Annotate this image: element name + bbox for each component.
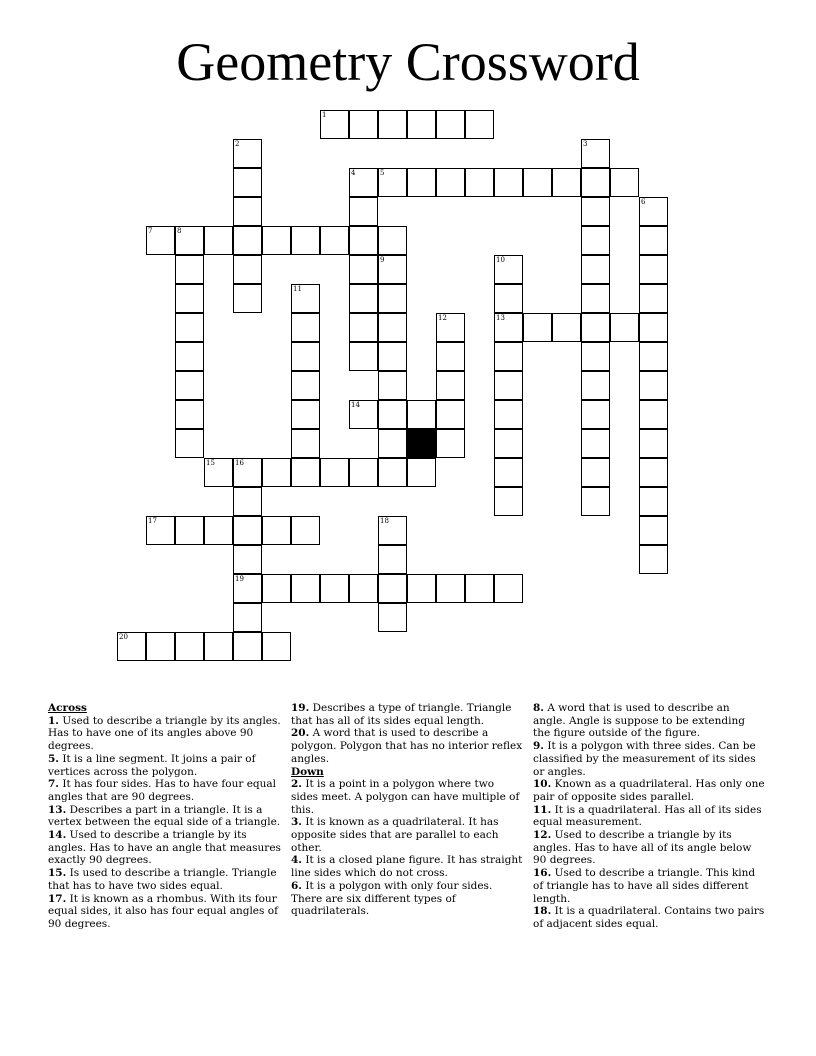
clue-number: 3	[583, 140, 588, 148]
clue-number: 4	[351, 169, 356, 177]
crossword-cell[interactable]	[146, 632, 175, 661]
clue-item	[48, 804, 282, 829]
clues-column-2	[291, 702, 523, 918]
crossword-cell[interactable]	[146, 516, 175, 545]
clues-column-1	[48, 702, 282, 931]
clues-heading: Across	[48, 702, 87, 714]
crossword-cell[interactable]	[639, 429, 668, 458]
crossword-cell[interactable]	[175, 342, 204, 371]
crossword-cell[interactable]	[494, 284, 523, 313]
crossword-cell[interactable]	[233, 603, 262, 632]
crossword-cell[interactable]	[581, 168, 610, 197]
crossword-cell[interactable]	[233, 458, 262, 487]
clue-item	[48, 867, 282, 892]
crossword-cell[interactable]	[494, 400, 523, 429]
crossword-cell[interactable]	[175, 371, 204, 400]
crossword-cell[interactable]	[494, 487, 523, 516]
crossword-cell[interactable]	[378, 458, 407, 487]
crossword-cell[interactable]	[407, 168, 436, 197]
crossword-cell[interactable]	[204, 516, 233, 545]
clue-item	[48, 893, 282, 931]
clue-number: 16	[235, 459, 244, 467]
crossword-cell[interactable]	[291, 458, 320, 487]
clue-number: 8	[177, 227, 182, 235]
clue-number: 9	[380, 256, 385, 264]
crossword-cell[interactable]	[233, 226, 262, 255]
clue-item-number: 14.	[48, 829, 67, 842]
crossword-cell[interactable]	[320, 226, 349, 255]
clue-number: 11	[293, 285, 302, 293]
crossword-cell[interactable]	[175, 429, 204, 458]
crossword-cell[interactable]	[378, 603, 407, 632]
crossword-cell[interactable]	[639, 371, 668, 400]
clue-item	[291, 727, 523, 765]
crossword-cell[interactable]	[581, 400, 610, 429]
crossword-cell[interactable]	[378, 226, 407, 255]
clue-item-text: It is a closed plane figure. It has straight line sides which do not cross.	[291, 854, 523, 880]
crossword-cell[interactable]	[175, 226, 204, 255]
clue-item-text: It is a polygon with only four sides. There are six different types of quadrilaterals.	[291, 879, 493, 918]
crossword-cell[interactable]	[581, 284, 610, 313]
crossword-cell[interactable]	[494, 371, 523, 400]
crossword-cell[interactable]	[639, 313, 668, 342]
crossword-cell[interactable]	[233, 487, 262, 516]
crossword-cell[interactable]	[465, 168, 494, 197]
clue-number: 2	[235, 140, 240, 148]
crossword-cell[interactable]	[407, 400, 436, 429]
crossword-cell[interactable]	[494, 429, 523, 458]
clue-item-number: 12.	[533, 829, 552, 842]
crossword-cell[interactable]	[610, 313, 639, 342]
crossword-cell[interactable]	[523, 168, 552, 197]
crossword-cell[interactable]	[233, 197, 262, 226]
crossword-cell[interactable]	[320, 110, 349, 139]
clue-item	[291, 778, 523, 816]
crossword-cell[interactable]	[378, 429, 407, 458]
crossword-cell[interactable]	[639, 487, 668, 516]
clue-item-text: It is a polygon with three sides. Can be classified by the measurement of its sides or angles.	[533, 740, 756, 778]
crossword-cell[interactable]	[291, 429, 320, 458]
crossword-cell[interactable]	[291, 516, 320, 545]
crossword-cell[interactable]	[233, 632, 262, 661]
clue-item-number: 2.	[291, 778, 302, 791]
crossword-cell[interactable]	[494, 342, 523, 371]
crossword-cell[interactable]	[494, 458, 523, 487]
crossword-cell[interactable]	[436, 342, 465, 371]
crossword-cell[interactable]	[494, 255, 523, 284]
clue-item	[533, 740, 765, 778]
crossword-cell[interactable]	[436, 110, 465, 139]
crossword-cell[interactable]	[639, 400, 668, 429]
crossword-cell[interactable]	[262, 574, 291, 603]
crossword-cell[interactable]	[639, 284, 668, 313]
clue-item	[533, 702, 765, 740]
clue-item	[533, 804, 765, 829]
clue-number: 12	[438, 314, 447, 322]
clue-number: 19	[235, 575, 244, 583]
crossword-cell[interactable]	[204, 226, 233, 255]
crossword-cell[interactable]	[378, 342, 407, 371]
crossword-cell[interactable]	[494, 168, 523, 197]
clue-number: 7	[148, 227, 153, 235]
clue-number: 6	[641, 198, 646, 206]
crossword-cell[interactable]	[378, 168, 407, 197]
crossword-cell[interactable]	[581, 342, 610, 371]
crossword-cell[interactable]	[233, 284, 262, 313]
crossword-cell[interactable]	[204, 458, 233, 487]
crossword-cell[interactable]	[494, 313, 523, 342]
clue-item	[291, 702, 523, 727]
crossword-cell[interactable]	[610, 168, 639, 197]
crossword-cell[interactable]	[233, 139, 262, 168]
crossword-cell[interactable]	[407, 574, 436, 603]
crossword-cell[interactable]	[436, 574, 465, 603]
crossword-cell[interactable]	[291, 313, 320, 342]
crossword-cell[interactable]	[349, 458, 378, 487]
clue-item-text: A word that is used to describe a polygon. Polygon that has no interior reflex angles.	[291, 727, 523, 765]
crossword-cell[interactable]	[233, 574, 262, 603]
crossword-cell[interactable]	[262, 516, 291, 545]
clue-item	[533, 778, 765, 803]
crossword-cell[interactable]	[436, 371, 465, 400]
clue-item-text: Used to describe a triangle. This kind of triangle has to have all sides different length.	[533, 867, 756, 905]
crossword-cell[interactable]	[581, 371, 610, 400]
crossword-cell[interactable]	[639, 516, 668, 545]
crossword-cell[interactable]	[291, 226, 320, 255]
page-title: Geometry Crossword	[176, 32, 640, 92]
crossword-cell[interactable]	[349, 400, 378, 429]
crossword-cell[interactable]	[262, 226, 291, 255]
clue-item-number: 16.	[533, 867, 552, 880]
clue-item-text: It is a point in a polygon where two sides meet. A polygon can have multiple of this.	[291, 778, 520, 816]
clue-item	[48, 753, 282, 778]
crossword-cell[interactable]	[349, 284, 378, 313]
clue-number: 20	[119, 633, 128, 641]
clue-item-number: 7.	[48, 778, 59, 791]
clue-item	[533, 829, 765, 867]
clue-number: 14	[351, 401, 360, 409]
crossword-cell[interactable]	[639, 226, 668, 255]
crossword-cell[interactable]	[639, 197, 668, 226]
crossword-cell[interactable]	[262, 458, 291, 487]
crossword-cell[interactable]	[581, 139, 610, 168]
crossword-cell[interactable]	[552, 168, 581, 197]
clue-item-text: It is a quadrilateral. Has all of its sides equal measurement.	[533, 803, 762, 829]
crossword-block-cell	[407, 429, 436, 458]
crossword-cell[interactable]	[349, 313, 378, 342]
crossword-cell[interactable]	[349, 110, 378, 139]
clue-item-text: Used to describe a triangle by its angles. Has to have all of its angle below 90 degrees.	[533, 829, 752, 867]
crossword-cell[interactable]	[291, 371, 320, 400]
clue-item-number: 5.	[48, 752, 59, 765]
clue-number: 15	[206, 459, 215, 467]
crossword-cell[interactable]	[349, 226, 378, 255]
clues-column-3	[533, 702, 765, 931]
crossword-cell[interactable]	[349, 197, 378, 226]
crossword-cell[interactable]	[349, 342, 378, 371]
crossword-cell[interactable]	[581, 313, 610, 342]
clue-item-text: Describes a part in a triangle. It is a vertex between the equal side of a triangle.	[48, 803, 281, 829]
clue-item	[48, 715, 282, 753]
clue-number: 13	[496, 314, 505, 322]
crossword-cell[interactable]	[175, 516, 204, 545]
clue-item-number: 4.	[291, 854, 302, 867]
crossword-cell[interactable]	[233, 545, 262, 574]
crossword-cell[interactable]	[639, 458, 668, 487]
crossword-cell[interactable]	[291, 400, 320, 429]
crossword-cell[interactable]	[494, 574, 523, 603]
clue-item-number: 19.	[291, 702, 310, 714]
clue-item-number: 11.	[533, 803, 552, 816]
clue-item-number: 20.	[291, 727, 310, 740]
crossword-cell[interactable]	[581, 429, 610, 458]
clue-item-number: 8.	[533, 702, 544, 714]
crossword-cell[interactable]	[378, 400, 407, 429]
clue-number: 17	[148, 517, 157, 525]
clue-number: 18	[380, 517, 389, 525]
crossword-cell[interactable]	[233, 168, 262, 197]
crossword-cell[interactable]	[146, 226, 175, 255]
crossword-cell[interactable]	[117, 632, 146, 661]
crossword-cell[interactable]	[320, 458, 349, 487]
clue-item-text: A word that is used to describe an angle. Angle is suppose to be extending the figure outside of the figure.	[533, 702, 745, 740]
crossword-cell[interactable]	[175, 313, 204, 342]
crossword-cell[interactable]	[552, 313, 581, 342]
crossword-cell[interactable]	[523, 313, 552, 342]
crossword-cell[interactable]	[581, 197, 610, 226]
crossword-cell[interactable]	[407, 458, 436, 487]
clue-number: 10	[496, 256, 505, 264]
crossword-cell[interactable]	[378, 545, 407, 574]
crossword-cell[interactable]	[639, 545, 668, 574]
crossword-cell[interactable]	[291, 574, 320, 603]
crossword-cell[interactable]	[262, 632, 291, 661]
crossword-cell[interactable]	[291, 284, 320, 313]
clue-item-text: Describes a type of triangle. Triangle that has all of its sides equal length.	[291, 702, 512, 727]
crossword-cell[interactable]	[378, 574, 407, 603]
crossword-cell[interactable]	[204, 632, 233, 661]
clue-item	[533, 867, 765, 905]
clue-item	[533, 905, 765, 930]
clue-item-text: It has four sides. Has to have four equal angles that are 90 degrees.	[48, 778, 277, 803]
clue-item-text: It is known as a quadrilateral. It has opposite sides that are parallel to each other.	[291, 816, 499, 854]
crossword-cell[interactable]	[436, 429, 465, 458]
clue-item-text: Used to describe a triangle by its angles. Has to have one of its angles above 90 degrees.	[48, 714, 281, 753]
crossword-cell[interactable]	[581, 255, 610, 284]
clue-item-number: 17.	[48, 892, 67, 905]
crossword-cell[interactable]	[465, 110, 494, 139]
clue-number: 1	[322, 111, 327, 119]
clue-item-number: 1.	[48, 714, 59, 727]
clue-item-number: 3.	[291, 816, 302, 829]
crossword-cell[interactable]	[378, 255, 407, 284]
clue-item	[291, 816, 523, 854]
clue-item-number: 18.	[533, 905, 552, 918]
crossword-cell[interactable]	[175, 632, 204, 661]
clue-item-number: 6.	[291, 879, 302, 892]
clue-item	[48, 778, 282, 803]
clue-item	[291, 854, 523, 879]
crossword-cell[interactable]	[378, 284, 407, 313]
crossword-cell[interactable]	[175, 400, 204, 429]
clue-item	[291, 880, 523, 918]
clue-item	[48, 829, 282, 867]
clue-item-text: Used to describe a triangle by its angles. Has to have an angle that measures exactly 90 degrees.	[48, 829, 281, 867]
clue-number: 5	[380, 169, 385, 177]
crossword-cell[interactable]	[291, 342, 320, 371]
crossword-cell[interactable]	[378, 371, 407, 400]
crossword-cell[interactable]	[378, 313, 407, 342]
clue-item-text: Known as a quadrilateral. Has only one pair of opposite sides parallel.	[533, 778, 765, 803]
crossword-cell[interactable]	[320, 574, 349, 603]
crossword-cell[interactable]	[639, 342, 668, 371]
crossword-cell[interactable]	[349, 255, 378, 284]
crossword-cell[interactable]	[175, 255, 204, 284]
clues-heading: Down	[291, 765, 324, 778]
crossword-cell[interactable]	[581, 458, 610, 487]
clue-item-text: Is used to describe a triangle. Triangle that has to have two sides equal.	[48, 867, 277, 892]
crossword-cell[interactable]	[465, 574, 494, 603]
crossword-cell[interactable]	[581, 226, 610, 255]
crossword-cell[interactable]	[407, 110, 436, 139]
clue-item-text: It is a quadrilateral. Contains two pairs of adjacent sides equal.	[533, 905, 765, 930]
crossword-cell[interactable]	[581, 487, 610, 516]
crossword-cell[interactable]	[436, 400, 465, 429]
clue-item-number: 15.	[48, 867, 67, 880]
crossword-cell[interactable]	[436, 168, 465, 197]
crossword-cell[interactable]	[349, 574, 378, 603]
crossword-cell[interactable]	[233, 516, 262, 545]
crossword-cell[interactable]	[349, 168, 378, 197]
clue-item-number: 9.	[533, 740, 544, 753]
crossword-cell[interactable]	[378, 110, 407, 139]
clue-item-text: It is known as a rhombus. With its four equal sides, it also has four equal angles of 90 degrees.	[48, 892, 278, 930]
crossword-cell[interactable]	[436, 313, 465, 342]
clue-item-number: 10.	[533, 778, 552, 791]
clue-item-text: It is a line segment. It joins a pair of vertices across the polygon.	[48, 752, 256, 778]
clue-item-number: 13.	[48, 803, 67, 816]
crossword-cell[interactable]	[233, 255, 262, 284]
crossword-cell[interactable]	[378, 516, 407, 545]
crossword-cell[interactable]	[175, 284, 204, 313]
crossword-cell[interactable]	[639, 255, 668, 284]
